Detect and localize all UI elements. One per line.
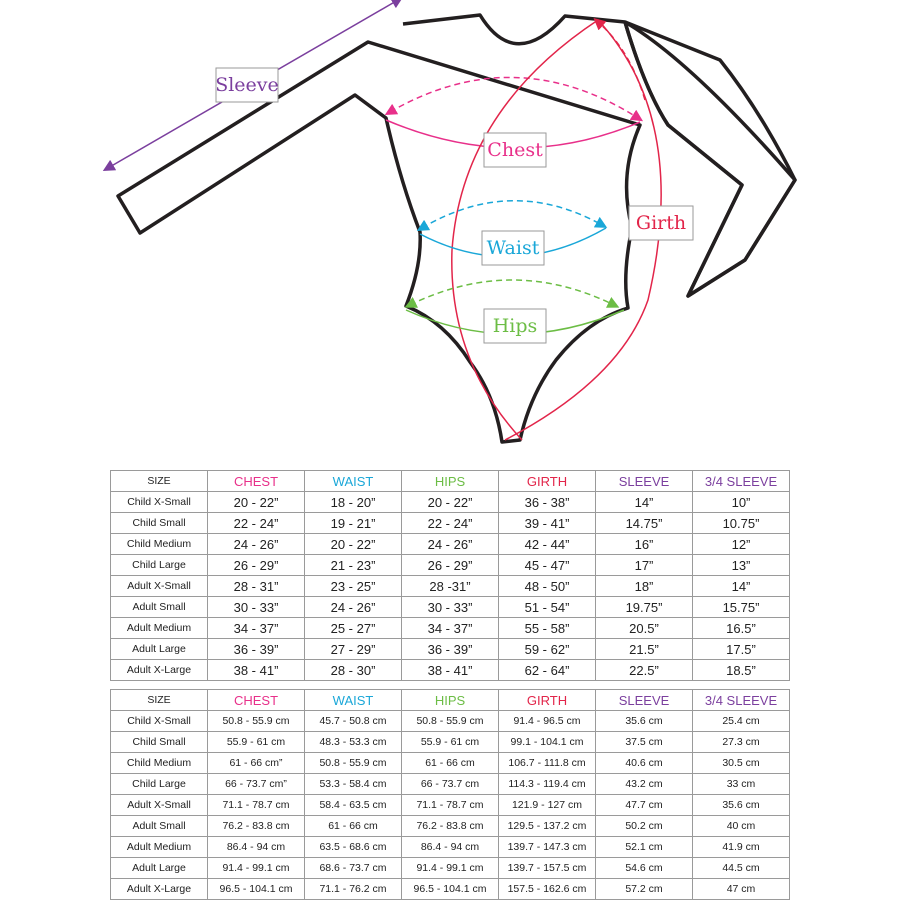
sleeve-label bbox=[215, 68, 279, 102]
measurement-cell-three-quarter-sleeve: 15.75” bbox=[693, 597, 790, 618]
table-row bbox=[111, 774, 790, 795]
measurement-cell-three-quarter-sleeve: 47 cm bbox=[693, 879, 790, 900]
measurement-cell-chest: 26 - 29” bbox=[208, 555, 305, 576]
table-row bbox=[111, 879, 790, 900]
measurement-cell-hips: 71.1 - 78.7 cm bbox=[402, 795, 499, 816]
measurement-cell-waist: 23 - 25” bbox=[305, 576, 402, 597]
measurement-cell-girth: 45 - 47” bbox=[499, 555, 596, 576]
size-name-cell: Child Large bbox=[111, 555, 208, 576]
size-chart-inches bbox=[110, 470, 790, 681]
size-name-cell: Child Small bbox=[111, 732, 208, 753]
size-name-cell: Child X-Small bbox=[111, 711, 208, 732]
sleeve-label-text: Sleeve bbox=[215, 74, 279, 96]
column-header-hips: HIPS bbox=[402, 690, 499, 711]
column-header-waist: WAIST bbox=[305, 471, 402, 492]
measurement-cell-sleeve: 52.1 cm bbox=[596, 837, 693, 858]
table-row bbox=[111, 660, 790, 681]
column-header-three-quarter-sleeve: 3/4 SLEEVE bbox=[693, 690, 790, 711]
measurement-cell-three-quarter-sleeve: 40 cm bbox=[693, 816, 790, 837]
measurement-cell-chest: 86.4 - 94 cm bbox=[208, 837, 305, 858]
measurement-cell-hips: 30 - 33” bbox=[402, 597, 499, 618]
size-name-cell: Adult Large bbox=[111, 639, 208, 660]
measurement-cell-chest: 38 - 41” bbox=[208, 660, 305, 681]
column-header-girth: GIRTH bbox=[499, 471, 596, 492]
hips-dashed-curve bbox=[410, 280, 614, 305]
measurement-cell-girth: 51 - 54” bbox=[499, 597, 596, 618]
measurement-cell-girth: 99.1 - 104.1 cm bbox=[499, 732, 596, 753]
measurement-cell-girth: 62 - 64” bbox=[499, 660, 596, 681]
size-chart-centimeters bbox=[110, 689, 790, 900]
size-name-cell: Adult Medium bbox=[111, 837, 208, 858]
measurement-cell-sleeve: 43.2 cm bbox=[596, 774, 693, 795]
measurement-cell-sleeve: 57.2 cm bbox=[596, 879, 693, 900]
measurement-cell-waist: 20 - 22” bbox=[305, 534, 402, 555]
column-header-three-quarter-sleeve: 3/4 SLEEVE bbox=[693, 471, 790, 492]
measurement-cell-sleeve: 21.5” bbox=[596, 639, 693, 660]
hips-label bbox=[484, 309, 546, 343]
measurement-cell-waist: 61 - 66 cm bbox=[305, 816, 402, 837]
table-row bbox=[111, 732, 790, 753]
girth-label-text: Girth bbox=[635, 212, 687, 234]
measurement-cell-chest: 96.5 - 104.1 cm bbox=[208, 879, 305, 900]
measurement-cell-sleeve: 35.6 cm bbox=[596, 711, 693, 732]
measurement-cell-sleeve: 14.75” bbox=[596, 513, 693, 534]
measurement-cell-waist: 68.6 - 73.7 cm bbox=[305, 858, 402, 879]
column-header-size: SIZE bbox=[111, 690, 208, 711]
waist-label bbox=[482, 231, 544, 265]
table-row bbox=[111, 837, 790, 858]
measurement-cell-three-quarter-sleeve: 13” bbox=[693, 555, 790, 576]
measurement-cell-sleeve: 47.7 cm bbox=[596, 795, 693, 816]
measurement-cell-hips: 50.8 - 55.9 cm bbox=[402, 711, 499, 732]
measurement-cell-sleeve: 40.6 cm bbox=[596, 753, 693, 774]
measurement-cell-hips: 76.2 - 83.8 cm bbox=[402, 816, 499, 837]
measurement-cell-hips: 36 - 39” bbox=[402, 639, 499, 660]
measurement-cell-chest: 34 - 37” bbox=[208, 618, 305, 639]
table-row bbox=[111, 597, 790, 618]
measurement-cell-three-quarter-sleeve: 27.3 cm bbox=[693, 732, 790, 753]
column-header-sleeve: SLEEVE bbox=[596, 471, 693, 492]
measurement-cell-sleeve: 50.2 cm bbox=[596, 816, 693, 837]
column-header-size: SIZE bbox=[111, 471, 208, 492]
measurement-cell-chest: 36 - 39” bbox=[208, 639, 305, 660]
measurement-cell-girth: 139.7 - 157.5 cm bbox=[499, 858, 596, 879]
size-name-cell: Adult Large bbox=[111, 858, 208, 879]
size-name-cell: Adult Medium bbox=[111, 618, 208, 639]
column-header-waist: WAIST bbox=[305, 690, 402, 711]
measurement-cell-sleeve: 54.6 cm bbox=[596, 858, 693, 879]
measurement-cell-hips: 28 -31” bbox=[402, 576, 499, 597]
measurement-cell-sleeve: 19.75” bbox=[596, 597, 693, 618]
measurement-cell-three-quarter-sleeve: 12” bbox=[693, 534, 790, 555]
measurement-cell-girth: 157.5 - 162.6 cm bbox=[499, 879, 596, 900]
table-row bbox=[111, 816, 790, 837]
waist-label-text: Waist bbox=[486, 237, 540, 259]
measurement-cell-girth: 139.7 - 147.3 cm bbox=[499, 837, 596, 858]
hips-label-text: Hips bbox=[492, 315, 538, 337]
measurement-cell-hips: 22 - 24” bbox=[402, 513, 499, 534]
measurement-cell-sleeve: 18” bbox=[596, 576, 693, 597]
measurement-cell-girth: 36 - 38” bbox=[499, 492, 596, 513]
measurement-cell-three-quarter-sleeve: 17.5” bbox=[693, 639, 790, 660]
table-row bbox=[111, 513, 790, 534]
measurement-cell-girth: 121.9 - 127 cm bbox=[499, 795, 596, 816]
measurement-cell-hips: 38 - 41” bbox=[402, 660, 499, 681]
measurement-cell-girth: 59 - 62” bbox=[499, 639, 596, 660]
column-header-girth: GIRTH bbox=[499, 690, 596, 711]
measurement-cell-girth: 129.5 - 137.2 cm bbox=[499, 816, 596, 837]
measurement-cell-girth: 114.3 - 119.4 cm bbox=[499, 774, 596, 795]
table-row bbox=[111, 639, 790, 660]
measurement-cell-hips: 20 - 22” bbox=[402, 492, 499, 513]
measurement-cell-girth: 42 - 44” bbox=[499, 534, 596, 555]
right-sleeve-outline bbox=[625, 22, 795, 296]
measurement-cell-waist: 53.3 - 58.4 cm bbox=[305, 774, 402, 795]
size-name-cell: Adult X-Large bbox=[111, 660, 208, 681]
table-row bbox=[111, 492, 790, 513]
size-name-cell: Adult Small bbox=[111, 597, 208, 618]
measurement-cell-chest: 28 - 31” bbox=[208, 576, 305, 597]
measurement-cell-hips: 86.4 - 94 cm bbox=[402, 837, 499, 858]
measurement-cell-girth: 48 - 50” bbox=[499, 576, 596, 597]
size-name-cell: Child Medium bbox=[111, 534, 208, 555]
measurement-cell-waist: 48.3 - 53.3 cm bbox=[305, 732, 402, 753]
measurement-cell-sleeve: 37.5 cm bbox=[596, 732, 693, 753]
size-name-cell: Adult X-Small bbox=[111, 576, 208, 597]
size-name-cell: Adult X-Large bbox=[111, 879, 208, 900]
measurement-cell-waist: 58.4 - 63.5 cm bbox=[305, 795, 402, 816]
measurement-cell-hips: 96.5 - 104.1 cm bbox=[402, 879, 499, 900]
measurement-cell-waist: 21 - 23” bbox=[305, 555, 402, 576]
header-row bbox=[111, 690, 790, 711]
measurement-cell-sleeve: 20.5” bbox=[596, 618, 693, 639]
measurement-cell-chest: 20 - 22” bbox=[208, 492, 305, 513]
measurement-cell-girth: 106.7 - 111.8 cm bbox=[499, 753, 596, 774]
table-row bbox=[111, 753, 790, 774]
measurement-cell-waist: 18 - 20” bbox=[305, 492, 402, 513]
measurement-cell-chest: 76.2 - 83.8 cm bbox=[208, 816, 305, 837]
column-header-sleeve: SLEEVE bbox=[596, 690, 693, 711]
table-row bbox=[111, 576, 790, 597]
measurement-cell-waist: 50.8 - 55.9 cm bbox=[305, 753, 402, 774]
column-header-chest: CHEST bbox=[208, 690, 305, 711]
table-row bbox=[111, 555, 790, 576]
measurement-cell-three-quarter-sleeve: 25.4 cm bbox=[693, 711, 790, 732]
measurement-cell-hips: 26 - 29” bbox=[402, 555, 499, 576]
measurement-cell-girth: 55 - 58” bbox=[499, 618, 596, 639]
measurement-cell-chest: 22 - 24” bbox=[208, 513, 305, 534]
measurement-cell-three-quarter-sleeve: 33 cm bbox=[693, 774, 790, 795]
size-name-cell: Adult Small bbox=[111, 816, 208, 837]
measurement-cell-girth: 91.4 - 96.5 cm bbox=[499, 711, 596, 732]
measurement-cell-chest: 55.9 - 61 cm bbox=[208, 732, 305, 753]
column-header-hips: HIPS bbox=[402, 471, 499, 492]
measurement-cell-hips: 61 - 66 cm bbox=[402, 753, 499, 774]
measurement-cell-three-quarter-sleeve: 16.5” bbox=[693, 618, 790, 639]
measurement-cell-hips: 66 - 73.7 cm bbox=[402, 774, 499, 795]
measurement-cell-three-quarter-sleeve: 10” bbox=[693, 492, 790, 513]
header-row bbox=[111, 471, 790, 492]
measurement-cell-waist: 25 - 27” bbox=[305, 618, 402, 639]
measurement-cell-three-quarter-sleeve: 41.9 cm bbox=[693, 837, 790, 858]
size-name-cell: Child Small bbox=[111, 513, 208, 534]
table-row bbox=[111, 711, 790, 732]
measurement-cell-chest: 30 - 33” bbox=[208, 597, 305, 618]
measurement-cell-hips: 24 - 26” bbox=[402, 534, 499, 555]
girth-label bbox=[629, 206, 693, 240]
table-row bbox=[111, 858, 790, 879]
measurement-cell-hips: 34 - 37” bbox=[402, 618, 499, 639]
chest-label bbox=[484, 133, 546, 167]
measurement-cell-chest: 50.8 - 55.9 cm bbox=[208, 711, 305, 732]
table-row bbox=[111, 795, 790, 816]
measurement-cell-three-quarter-sleeve: 30.5 cm bbox=[693, 753, 790, 774]
measurement-cell-waist: 63.5 - 68.6 cm bbox=[305, 837, 402, 858]
measurement-cell-three-quarter-sleeve: 18.5” bbox=[693, 660, 790, 681]
table-row bbox=[111, 618, 790, 639]
measurement-cell-sleeve: 16” bbox=[596, 534, 693, 555]
measurement-cell-waist: 19 - 21” bbox=[305, 513, 402, 534]
measurement-cell-sleeve: 17” bbox=[596, 555, 693, 576]
measurement-cell-chest: 66 - 73.7 cm” bbox=[208, 774, 305, 795]
size-name-cell: Child Large bbox=[111, 774, 208, 795]
measurement-cell-hips: 91.4 - 99.1 cm bbox=[402, 858, 499, 879]
size-name-cell: Child X-Small bbox=[111, 492, 208, 513]
measurement-cell-chest: 91.4 - 99.1 cm bbox=[208, 858, 305, 879]
measurement-cell-three-quarter-sleeve: 14” bbox=[693, 576, 790, 597]
measurement-cell-hips: 55.9 - 61 cm bbox=[402, 732, 499, 753]
size-name-cell: Child Medium bbox=[111, 753, 208, 774]
measurement-cell-three-quarter-sleeve: 10.75” bbox=[693, 513, 790, 534]
measurement-cell-girth: 39 - 41” bbox=[499, 513, 596, 534]
measurement-cell-chest: 24 - 26” bbox=[208, 534, 305, 555]
table-row bbox=[111, 534, 790, 555]
waist-dashed-curve bbox=[422, 201, 602, 228]
measurement-cell-chest: 61 - 66 cm” bbox=[208, 753, 305, 774]
measurement-cell-sleeve: 22.5” bbox=[596, 660, 693, 681]
measurement-cell-chest: 71.1 - 78.7 cm bbox=[208, 795, 305, 816]
measurement-cell-sleeve: 14” bbox=[596, 492, 693, 513]
measurement-cell-three-quarter-sleeve: 44.5 cm bbox=[693, 858, 790, 879]
measurement-cell-waist: 24 - 26” bbox=[305, 597, 402, 618]
size-name-cell: Adult X-Small bbox=[111, 795, 208, 816]
measurement-cell-three-quarter-sleeve: 35.6 cm bbox=[693, 795, 790, 816]
column-header-chest: CHEST bbox=[208, 471, 305, 492]
measurement-cell-waist: 71.1 - 76.2 cm bbox=[305, 879, 402, 900]
measurement-cell-waist: 28 - 30” bbox=[305, 660, 402, 681]
chest-label-text: Chest bbox=[487, 139, 543, 161]
measurement-cell-waist: 27 - 29” bbox=[305, 639, 402, 660]
measurement-cell-waist: 45.7 - 50.8 cm bbox=[305, 711, 402, 732]
